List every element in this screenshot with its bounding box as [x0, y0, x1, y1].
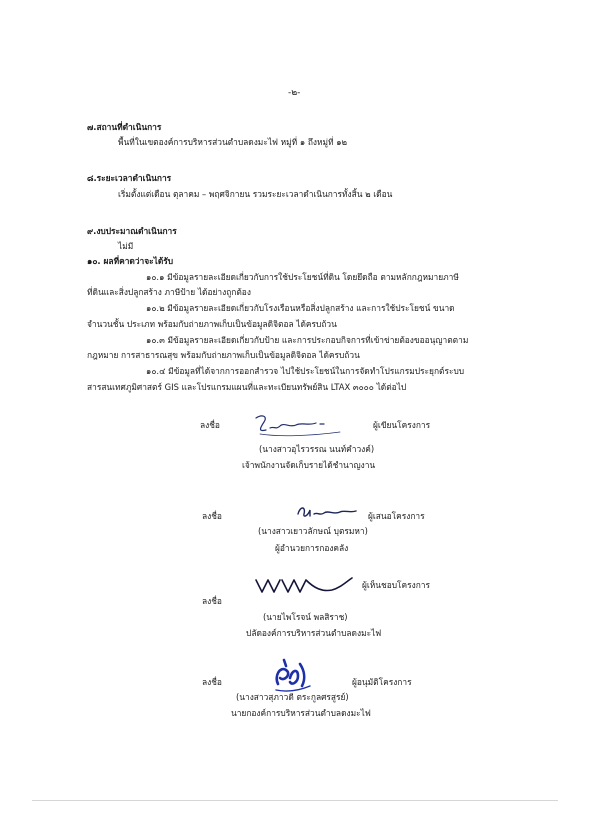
- sec9-body: ไม่มี: [118, 241, 134, 251]
- signature-2-role: ผู้เสนอโครงการ: [368, 511, 425, 521]
- signature-4-name: (นางสาวสุภาวดี ตระกูลศรสูรย์): [236, 692, 349, 702]
- sec8-body: เริ่มตั้งแต่เดือน ตุลาคม – พฤศจิกายน รวมระยะเวลาดำเนินการทั้งสิ้น ๒ เดือน: [118, 189, 393, 199]
- signature-4-position: นายกองค์การบริหารส่วนตำบลดงมะไฟ: [231, 708, 371, 718]
- sec10-item-2-line2: จำนวนชั้น ประเภท พร้อมกับถ่ายภาพเก็บเป็นข้อมูลดิจิตอล ได้ครบถ้วน: [87, 319, 337, 329]
- sec10-heading: ๑๐. ผลที่คาดว่าจะได้รับ: [87, 256, 174, 266]
- sec9-heading: ๙.งบประมาณดำเนินการ: [87, 226, 177, 236]
- signature-3-name: (นายไพโรจน์ พลสิราช): [263, 612, 348, 622]
- signature-3-role: ผู้เห็นชอบโครงการ: [362, 580, 431, 590]
- sec10-item-4-line2: สารสนเทศภูมิศาสตร์ GIS และโปรแกรมแผนที่และทะเบียนทรัพย์สิน LTAX ๓๐๐๐ ได้ต่อไป: [87, 382, 407, 392]
- sec10-item-4-line1: ๑๐.๔ มีข้อมูลที่ได้จากการออกสำรวจ ไปใช้ประโยชน์ในการจัดทำโปรแกรมประยุกต์ระบบ: [146, 366, 465, 376]
- signature-1-role: ผู้เขียนโครงการ: [373, 420, 431, 430]
- signature-1-name: (นางสาวอุไรวรรณ นนท์คำวงค์): [259, 444, 375, 454]
- sec10-item-3-line1: ๑๐.๓ มีข้อมูลรายละเอียดเกี่ยวกับป้าย และการประกอบกิจการที่เข้าข่ายต้องขออนุญาตตาม: [146, 335, 469, 345]
- sec10-item-3-line2: กฎหมาย การสาธารณสุข พร้อมกับถ่ายภาพเก็บเป็นข้อมูลดิจิตอล ได้ครบถ้วน: [87, 350, 360, 360]
- handwritten-signature-3: [252, 570, 362, 602]
- signature-1-position: เจ้าพนักงานจัดเก็บรายได้ชำนาญงาน: [242, 460, 376, 470]
- signature-4-sign-label: ลงชื่อ: [202, 677, 222, 687]
- sec7-heading: ๗.สถานที่ดำเนินการ: [87, 122, 162, 132]
- handwritten-signature-1: [250, 410, 360, 438]
- sec10-item-2-line1: ๑๐.๒ มีข้อมูลรายละเอียดเกี่ยวกับโรงเรือนหรือสิ่งปลูกสร้าง และการใช้ประโยชน์ ขนาด: [146, 303, 455, 313]
- signature-3-sign-label: ลงชื่อ: [202, 596, 222, 606]
- footer-divider: [32, 800, 558, 801]
- page-number: -๒-: [288, 88, 301, 98]
- sec7-body: พื้นที่ในเขตองค์การบริหารส่วนตำบลดงมะไฟ หมู่ที่ ๑ ถึงหมู่ที่ ๑๒: [118, 137, 348, 147]
- signature-4-role: ผู้อนุมัติโครงการ: [352, 677, 412, 687]
- signature-3-position: ปลัดองค์การบริหารส่วนตำบลดงมะไฟ: [246, 628, 382, 638]
- signature-2-name: (นางสาวเยาวลักษณ์ บุตรมหา): [258, 526, 368, 536]
- handwritten-signature-2: [294, 500, 364, 524]
- sec8-heading: ๘.ระยะเวลาดำเนินการ: [87, 173, 172, 183]
- signature-1-sign-label: ลงชื่อ: [200, 420, 220, 430]
- signature-2-position: ผู้อำนวยการกองคลัง: [275, 543, 349, 553]
- signature-2-sign-label: ลงชื่อ: [202, 511, 222, 521]
- sec10-item-1-line2: ที่ดินและสิ่งปลูกสร้าง ภาษีป้าย ได้อย่างถูกต้อง: [87, 287, 251, 297]
- sec10-item-1-line1: ๑๐.๑ มีข้อมูลรายละเอียดเกี่ยวกับการใช้ประโยชน์ที่ดิน โดยยึดถือ ตามหลักกฎหมายภาษี: [146, 272, 459, 282]
- handwritten-signature-4: [270, 656, 316, 696]
